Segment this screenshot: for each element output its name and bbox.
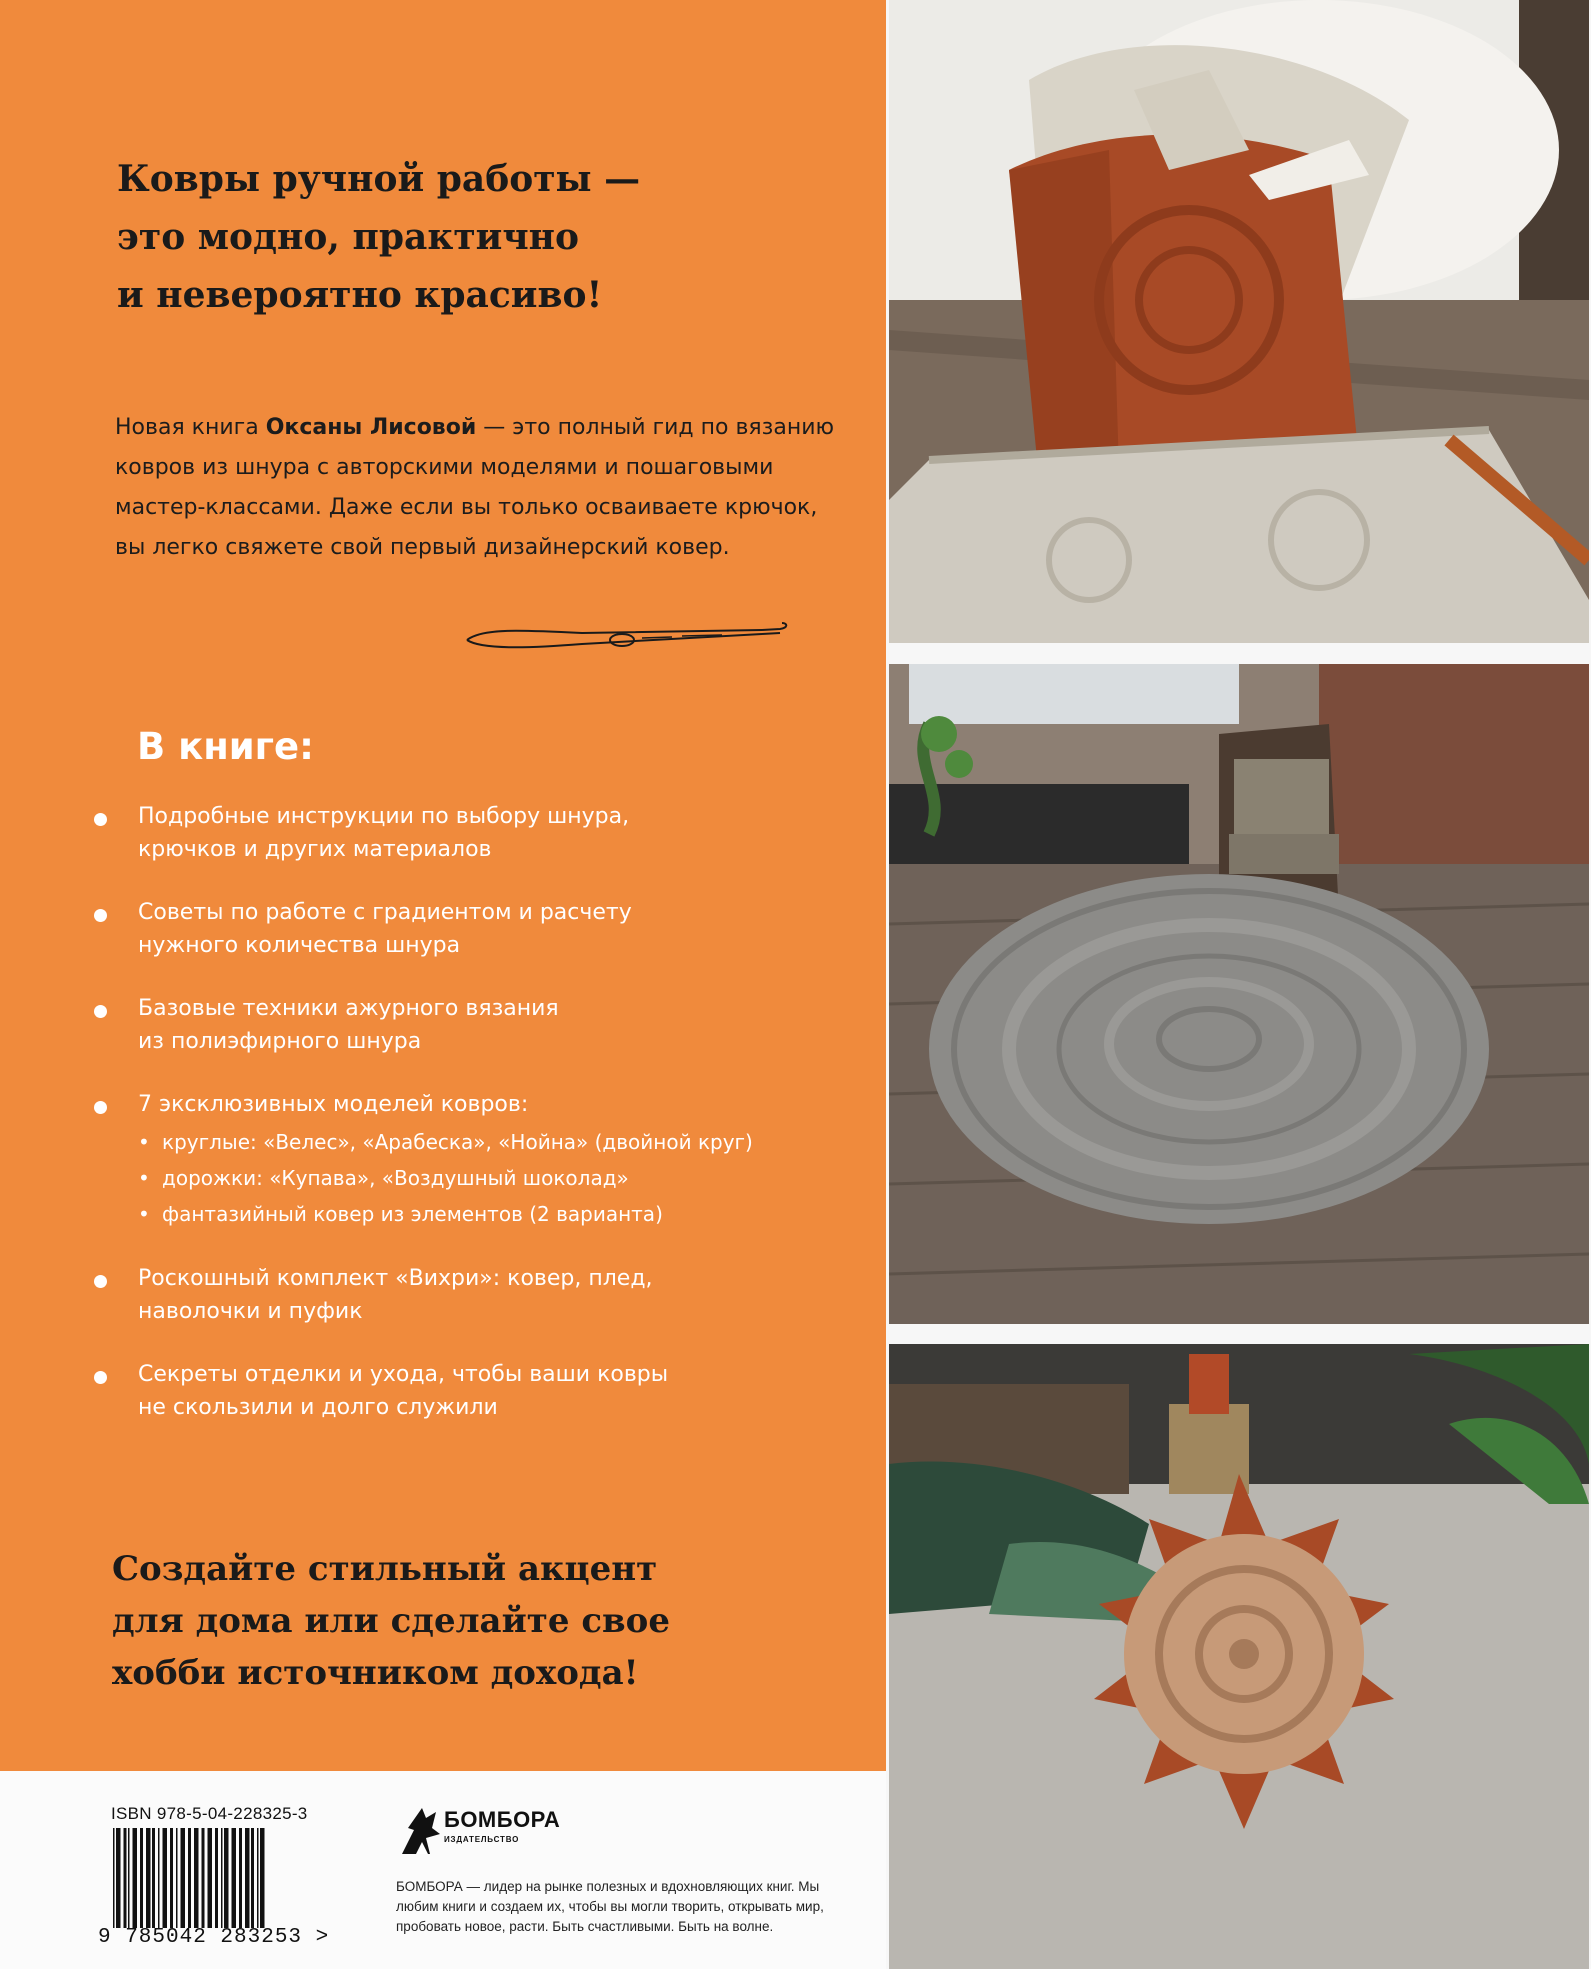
barcode-bar [260,1828,265,1928]
list-item-line: Секреты отделки и ухода, чтобы ваши ковры [138,1362,669,1387]
sub-list [138,1124,878,1232]
headline-line-2: это модно, практично [117,216,580,258]
list-item [88,1088,878,1232]
list-item-line: Подробные инструкции по выбору шнура, [138,804,630,829]
cta-line-1: Создайте стильный акцент [112,1549,658,1589]
sub-list-item: • дорожки: «Купава», «Воздушный шоколад» [138,1160,878,1196]
barcode-bar [257,1828,259,1928]
photo-round-grey-rug [889,664,1589,1324]
list-item [88,800,878,866]
list-item-line: не скользили и долго служили [138,1395,498,1420]
list-item-line: нужного количества шнура [138,933,461,958]
photo-armchair-blanket [889,0,1589,643]
barcode-bar [232,1828,237,1928]
list-item [88,896,878,962]
barcode-bar [239,1828,242,1928]
isbn-label: ISBN 978-5-04-228325-3 [111,1804,308,1823]
barcode-bar [181,1828,186,1928]
barcode-bar [176,1828,178,1928]
barcode-bar [146,1828,151,1928]
barcode-bar [188,1828,191,1928]
barcode-bar [224,1828,229,1928]
section-title: В книге: [137,725,314,768]
feature-list [88,800,878,1454]
list-item-line: из полиэфирного шнура [138,1029,422,1054]
publisher-name: БОМБОРА [444,1807,561,1832]
barcode-bar [194,1828,199,1928]
intro-paragraph [115,408,835,568]
intro-rest: — это полный гид по вязанию ковров из шнура с авторскими моделями и пошаговыми мастер-классами. Даже если вы только осваиваете крючок, вы легко свяжете свой первый дизайнерский ковер. [115,415,835,560]
intro-prefix: Новая книга [115,415,266,440]
barcode-bar [133,1828,138,1928]
barcode-bar [158,1828,160,1928]
publisher-description: БОМБОРА — лидер на рынке полезных и вдохновляющих книг. Мы любим книги и создаем их, чтобы вы могли творить, открывать мир, пробовать новое, расти. Быть счастливыми. Быть на волне. [396,1879,824,1934]
headline-line-1: Ковры ручной работы — [117,158,641,200]
barcode-bar [128,1828,130,1928]
cta-line-3: хобби источником дохода! [112,1653,639,1693]
list-item-line: Базовые техники ажурного вязания [138,996,559,1021]
barcode-bar [208,1828,213,1928]
list-item-line: Роскошный комплект «Вихри»: ковер, плед, [138,1266,653,1291]
barcode-bar [170,1828,173,1928]
headline [117,150,837,324]
list-item [88,992,878,1058]
barcode-bar [215,1828,218,1928]
barcode-bar [152,1828,155,1928]
barcode-bar [251,1828,254,1928]
list-item-line: наволочки и пуфик [138,1299,363,1324]
sub-list-item: • круглые: «Велес», «Арабеска», «Нойна» (двойной круг) [138,1124,878,1160]
barcode-bar [116,1828,121,1928]
barcode-bar [140,1828,143,1928]
headline-line-3: и невероятно красиво! [117,274,603,316]
author-name: Оксаны Лисовой [265,415,477,440]
barcode-bar [163,1828,168,1928]
list-item [88,1358,878,1424]
barcode-bar [221,1828,223,1928]
barcode-digits: 9 785042 283253 > [98,1926,330,1949]
publisher-subtitle: ИЗДАТЕЛЬСТВО [444,1835,520,1844]
list-item-line: крючков и других материалов [138,837,492,862]
photo-star-rust-rug [889,1344,1589,1969]
sub-list-item: • фантазийный ковер из элементов (2 варианта) [138,1196,878,1232]
call-to-action [112,1543,852,1699]
barcode-bar [202,1828,205,1928]
barcode-icon [111,1828,351,1928]
list-item-line: 7 эксклюзивных моделей ковров: [138,1092,529,1117]
barcode-bar [113,1828,115,1928]
barcode-bar [245,1828,250,1928]
cta-line-2: для дома или сделайте свое [112,1601,670,1641]
list-item [88,1262,878,1328]
barcode-bar [124,1828,127,1928]
crochet-hook-icon [462,620,792,654]
list-item-line: Советы по работе с градиентом и расчету [138,900,632,925]
